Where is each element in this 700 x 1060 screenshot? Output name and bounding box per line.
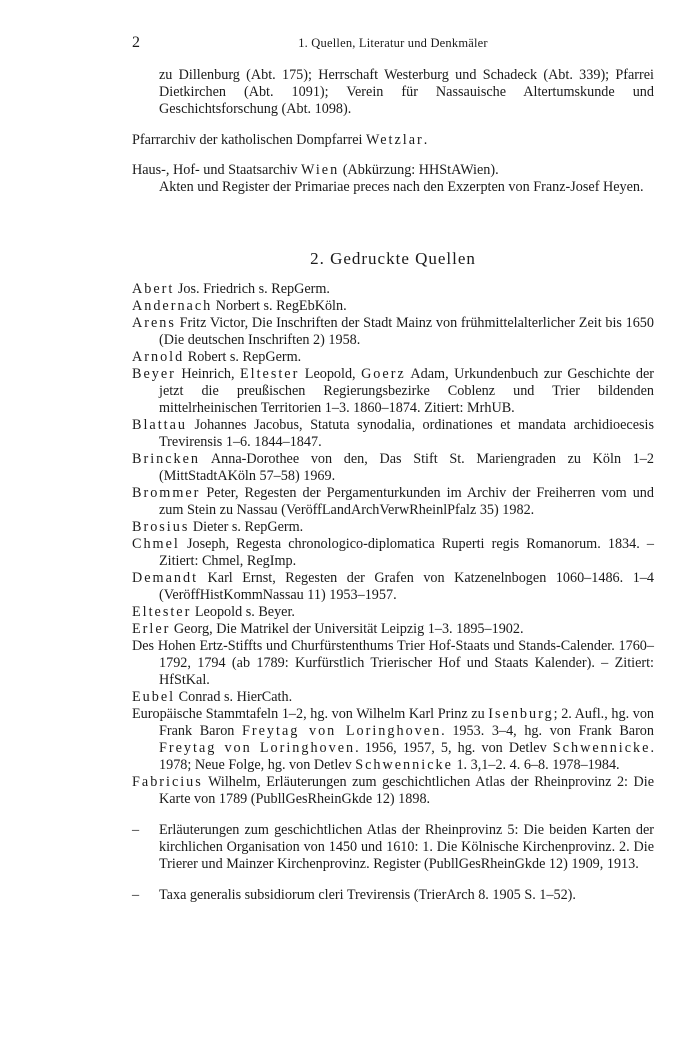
page-number: 2: [132, 34, 140, 51]
bib-author: Blattau: [132, 417, 187, 433]
archive-continued-text: zu Dillenburg (Abt. 175); Herrschaft Westerburg und Schadeck (Abt. 339); Pfarrei Dietkirchen (Abt. 1091); Verein für Nassauische Altertumskunde und Geschichtsforschung (Abt. 1098).: [159, 67, 654, 117]
bib-author: Arens: [132, 315, 176, 331]
bib-author: Brosius: [132, 519, 190, 535]
bib-entry: [132, 281, 654, 298]
bib-entry: [132, 417, 654, 451]
bib-author: Fabricius: [132, 774, 203, 790]
section-title: 2. Gedruckte Quellen: [310, 249, 476, 268]
pfarrarchiv-place: Wetzlar: [366, 132, 424, 148]
bib-coauthor: Goerz: [361, 366, 406, 382]
bib-text: Europäische Stammtafeln 1–2, hg. von Wilhelm Karl Prinz zu: [132, 706, 489, 722]
dash-mark: –: [132, 822, 140, 839]
bib-text: Georg, Die Matrikel der Universität Leipzig 1–3. 1895–1902.: [170, 621, 524, 637]
bib-text: Joseph, Regesta chronologico-diplomatica Ruperti regis Romanorum. 1834. – Zitiert: Chmel, RegImp.: [159, 536, 654, 569]
hhsta-label: Haus-, Hof- und Staatsarchiv: [132, 162, 302, 178]
bib-editor: Freytag von Loringhoven: [159, 740, 356, 756]
bib-text: Heinrich,: [175, 366, 240, 382]
dash-mark: –: [132, 887, 140, 904]
bib-text: . 1956, 1957, 5, hg. von Detlev: [355, 740, 553, 756]
bib-text: Wilhelm, Erläuterungen zum geschichtlichen Atlas der Rheinprovinz 2: Die Karte von 1789 (PubllGesRheinGkde 12) 1898.: [159, 774, 654, 807]
bib-entry: [132, 621, 654, 638]
bib-author: Chmel: [132, 536, 180, 552]
bib-text: Des Hohen Ertz-Stiffts und Churfürstenthums Trier Hof-Staats und Stands-Calender. 1760–1792, 1794 (ab 1789: Kurfürstlich Trierischer Hof und Staats Kalender). – Zitiert: HfStKal.: [132, 638, 654, 688]
bib-author: Erler: [132, 621, 171, 637]
bib-editor: Schwennicke: [355, 757, 453, 773]
bib-entry: [132, 570, 654, 604]
pfarrarchiv-label: Pfarrarchiv der katholischen Dompfarrei: [132, 132, 366, 148]
bib-text: Conrad s. HierCath.: [175, 689, 293, 705]
bib-coauthor: Eltester: [239, 366, 300, 382]
bib-entry: [132, 706, 654, 774]
bib-author: Andernach: [132, 298, 213, 314]
bib-editor: Isenburg: [488, 706, 554, 722]
bib-entry: [132, 638, 654, 689]
hhsta-description: Akten und Register der Primariae preces nach den Exzerpten von Franz-Josef Heyen.: [159, 179, 644, 195]
hhsta-abbr: (Abkürzung: HHStAWien).: [339, 162, 499, 178]
bib-entry: [132, 536, 654, 570]
bib-author: Brincken: [132, 451, 201, 467]
bib-entry: [132, 604, 654, 621]
bib-text: Erläuterungen zum geschichtlichen Atlas der Rheinprovinz 5: Die beiden Karten der kirchlichen Organisation von 1450 und 1610: 1. Die Kölnische Kirchenprovinz. 2. Die Trierer und Mainzer Kirchenprovinz. Register (PubllGesRheinGkde 12) 1909, 1913.: [159, 822, 654, 873]
bib-author: Arnold: [132, 349, 185, 365]
bib-editor: Schwennicke: [552, 740, 651, 756]
bib-text: . 1953. 3–4, hg. von Frank Baron: [441, 723, 654, 739]
pfarrarchiv-end: .: [423, 132, 428, 148]
bib-entry: [132, 349, 654, 366]
bib-text: Peter, Regesten der Pergamenturkunden im Archiv der Freiherren vom und zum Stein zu Nassau (VeröffLandArchVerwRheinlPfalz 35) 1982.: [159, 485, 654, 518]
bib-text: Norbert s. RegEbKöln.: [212, 298, 347, 314]
bib-entry: [132, 519, 654, 536]
bib-entry-dash: [132, 822, 654, 873]
bib-editor: Freytag von Loringhoven: [242, 723, 442, 739]
page-header: [132, 34, 654, 54]
archive-continuation: [132, 67, 654, 118]
bib-text: Jos. Friedrich s. RepGerm.: [174, 281, 330, 297]
bib-text: Adam, Urkundenbuch zur Geschichte der jetzt die preußischen Regierungsbezirke Coblenz und Trier bildenden mittelrheinischen Territorien 1–3. 1860–1874. Zitiert: MrhUB.: [159, 366, 654, 416]
bib-entry: [132, 298, 654, 315]
bib-text: Johannes Jacobus, Statuta synodalia, ordinationes et mandata archidioecesis Trevirensis 1–6. 1844–1847.: [159, 417, 654, 450]
bib-text: Leopold s. Beyer.: [191, 604, 295, 620]
hhsta-entry: [132, 162, 654, 196]
bib-text: . 1978; Neue Folge, hg. von Detlev: [159, 740, 654, 773]
bib-text: Taxa generalis subsidiorum cleri Trevirensis (TrierArch 8. 1905 S. 1–52).: [159, 887, 576, 904]
bibliography: [132, 281, 654, 904]
bib-author: Beyer: [132, 366, 176, 382]
pfarrarchiv-entry: [132, 132, 654, 149]
bib-text: 1. 3,1–2. 4. 6–8. 1978–1984.: [452, 757, 620, 773]
bib-author: Eubel: [132, 689, 176, 705]
bib-author: Eltester: [132, 604, 192, 620]
bib-text: Karl Ernst, Regesten der Grafen von Katzenelnbogen 1060–1486. 1–4 (VeröffHistKommNassau 11) 1953–1957.: [159, 570, 654, 603]
bib-author: Demandt: [132, 570, 199, 586]
bib-entry: [132, 689, 654, 706]
bib-text: Dieter s. RepGerm.: [189, 519, 304, 535]
running-head: 1. Quellen, Literatur und Denkmäler: [298, 36, 488, 50]
bib-text: Leopold,: [299, 366, 362, 382]
bib-entry: [132, 485, 654, 519]
bib-entry: [132, 451, 654, 485]
bib-text: Fritz Victor, Die Inschriften der Stadt Mainz von frühmittelalterlicher Zeit bis 1650 (Die deutschen Inschriften 2) 1958.: [159, 315, 654, 348]
bib-text: Anna-Dorothee von den, Das Stift St. Mariengraden zu Köln 1–2 (MittStadtAKöln 57–58) 1969.: [159, 451, 654, 484]
bib-entry: [132, 315, 654, 349]
bib-author: Abert: [132, 281, 175, 297]
bib-author: Brommer: [132, 485, 201, 501]
bib-text: ; 2. Aufl., hg. von Frank Baron: [159, 706, 655, 739]
bib-entry: [132, 774, 654, 808]
bib-text: Robert s. RepGerm.: [184, 349, 302, 365]
hhsta-place: Wien: [301, 162, 340, 178]
bib-entry: [132, 366, 654, 417]
bib-entry-dash: [132, 887, 654, 904]
